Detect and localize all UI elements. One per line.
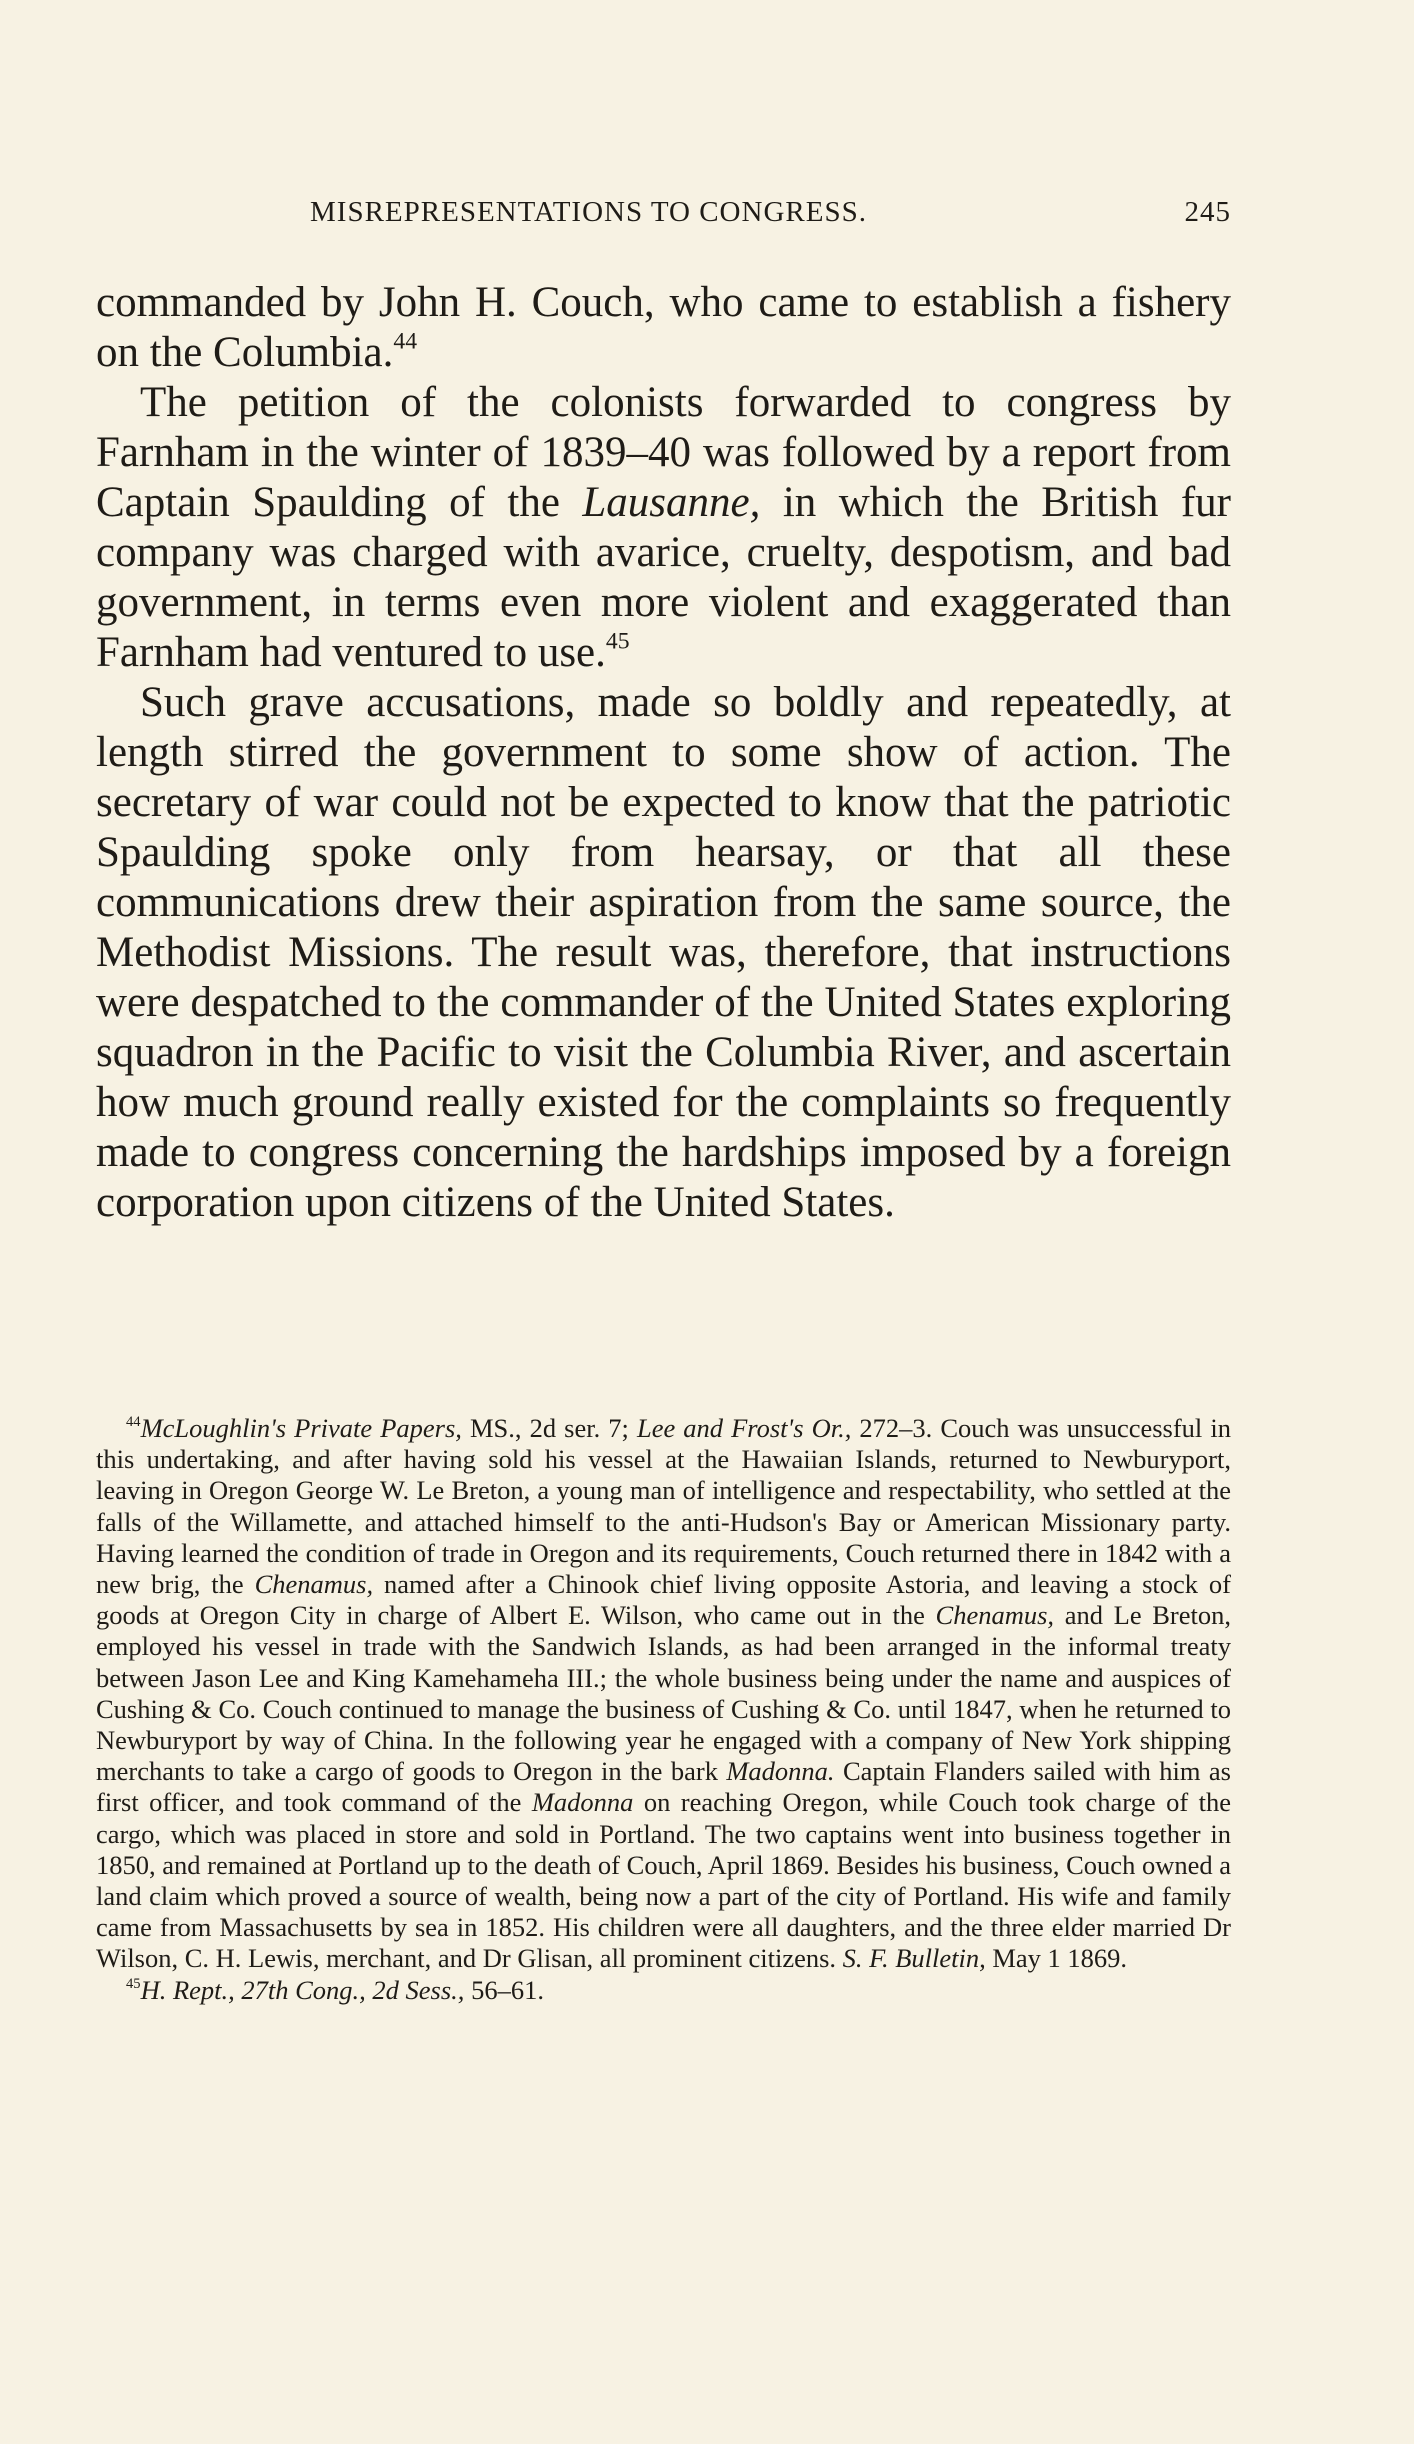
paragraph-2 [96, 378, 1231, 678]
paragraph-3-text: Such grave accusations, made so boldly and repeatedly, at length stirred the government to some show of action. The secretary of war could not be expected to know that the patriotic Spaulding spoke only from hearsay, or that all these communications drew their aspiration from the same source, the Methodist Missions. The result was, therefore, that instructions were despatched to the commander of the United States exploring squadron in the Pacific to visit the Columbia River, and ascertain how much ground really existed for the complaints so frequently made to congress concerning the hardships imposed by a foreign corporation upon citizens of the United States. [96, 679, 1231, 1226]
page-number: 245 [1184, 196, 1231, 228]
ship-name-chenamus-2: Chenamus, [935, 1600, 1055, 1631]
running-head [96, 196, 1231, 236]
footnote-44 [96, 1413, 1231, 1975]
footnote-marker-44: 44 [126, 1414, 141, 1431]
paragraph-2-text-a: The petition of the colonists forwarded to congress by Farnham in the winter of 1839–40 was followed by a report from Captain Spaulding of the [96, 379, 1231, 526]
footnote-45-text: 56–61. [464, 1974, 544, 2005]
footnote-44-source-1: McLoughlin's Private Papers, [140, 1413, 462, 1443]
footnote-44-text-3: named after a Chinook chief living opposite Astoria, and leaving a stock of goods at Oregon City in charge of Albert E. Wilson, who came out in the [96, 1569, 1231, 1631]
footnote-44-source-2: Lee and Frost's Or., [636, 1413, 852, 1443]
paragraph-2-text-b: in which the British fur company was charged with avarice, cruelty, despotism, and bad government, in terms even more violent and exaggerated than Farnham had ventured to use. [96, 479, 1231, 676]
ship-name-madonna-1: Madonna. [726, 1756, 835, 1787]
footnote-44-text-1: MS., 2d ser. 7; [461, 1413, 637, 1443]
ship-name-chenamus-1: Chenamus, [254, 1569, 374, 1600]
footnote-45 [96, 1975, 1231, 2006]
ship-name-madonna-2: Madonna [531, 1787, 634, 1818]
footnote-marker-45: 45 [126, 1975, 141, 1992]
running-head-title: MISREPRESENTATIONS TO CONGRESS. [310, 196, 867, 228]
footnote-44-text-5: Captain Flanders sailed with him as first officer, and took command of the [96, 1756, 1231, 1818]
footnotes [96, 1413, 1231, 2006]
footnote-45-source: H. Rept., 27th Cong., 2d Sess., [140, 1974, 465, 2005]
footnote-ref-45: 45 [605, 628, 630, 655]
footnote-44-text-6: on reaching Oregon, while Couch took charge of the cargo, which was placed in store and sold in Portland. The two captains went into business together in 1850, and remained at Portland up to the death of Couch, April 1869. Besides his business, Couch owned a land claim which proved a source of wealth, being now a part of the city of Portland. His wife and family came from Massachusetts by sea in 1852. His children were all daughters, and the three elder married Dr Wilson, C. H. Lewis, merchant, and Dr Glisan, all prominent citizens. [96, 1787, 1231, 1974]
footnote-44-text-4: and Le Breton, employed his vessel in trade with the Sandwich Islands, as had been arranged in the informal treaty between Jason Lee and King Kamehameha III.; the whole business being under the name and auspices of Cushing & Co. Couch continued to manage the business of Cushing & Co. until 1847, when he returned to Newburyport by way of China. In the following year he engaged with a company of New York shipping merchants to take a cargo of goods to Oregon in the bark [96, 1600, 1232, 1787]
footnote-44-text-7: May 1 1869. [985, 1943, 1128, 1974]
paragraph-3 [96, 678, 1231, 1228]
paragraph-1-text: commanded by John H. Couch, who came to establish a fishery on the Columbia. [96, 279, 1231, 376]
footnote-44-text-2: 272–3. Couch was unsuccessful in this undertaking, and after having sold his vessel at the Hawaiian Islands, returned to Newburyport, leaving in Oregon George W. Le Breton, a young man of intelligence and respectability, who settled at the falls of the Willamette, and attached himself to the anti-Hudson's Bay or American Missionary party. Having learned the condition of trade in Oregon and its requirements, Couch returned there in 1842 with a new brig, the [96, 1413, 1231, 1600]
footnote-ref-44: 44 [393, 328, 418, 355]
ship-name-lausanne: Lausanne, [582, 479, 761, 526]
paragraph-1 [96, 278, 1231, 378]
footnote-44-source-3: S. F. Bulletin, [842, 1943, 986, 1974]
body-text [96, 278, 1231, 1228]
